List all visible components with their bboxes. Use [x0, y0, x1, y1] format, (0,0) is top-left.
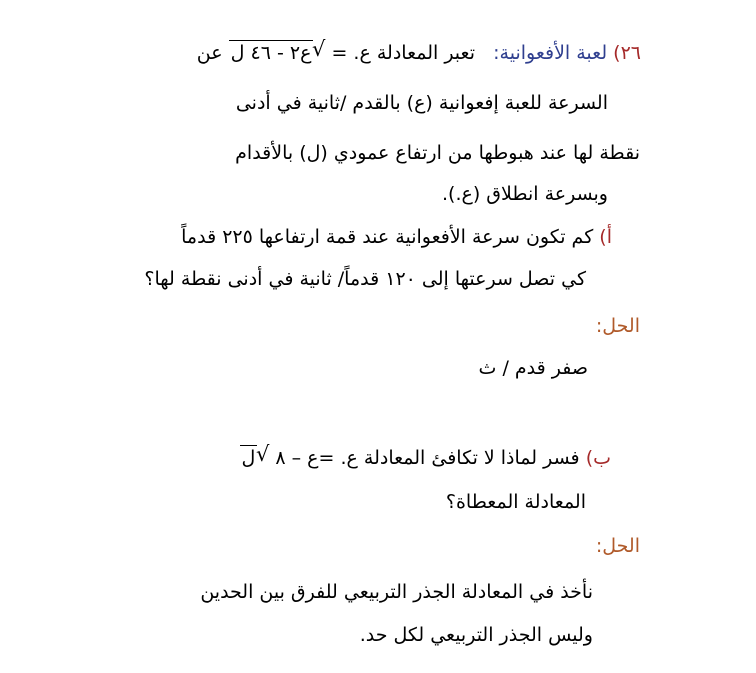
- problem-line-3: وبسرعة انطلاق (ع.).: [442, 183, 608, 205]
- problem-number: ٢٦): [613, 42, 641, 64]
- radical-sign-icon: √: [255, 442, 270, 466]
- part-b-answer-2: وليس الجذر التربيعي لكل حد.: [359, 624, 593, 646]
- part-b-question-1: فسر لماذا لا تكافئ المعادلة ع. =ع – ٨: [275, 447, 580, 469]
- problem-intro: تعبر المعادلة ع. =: [331, 42, 475, 64]
- part-b-line-2: المعادلة المعطاة؟: [445, 491, 586, 513]
- part-b-answer-1: نأخذ في المعادلة الجذر التربيعي للفرق بين الحدين: [200, 581, 593, 603]
- part-a-label: أ): [599, 226, 612, 248]
- part-b-line-1: [240, 442, 611, 470]
- sqrt-l: [240, 442, 270, 470]
- problem-line-2: نقطة لها عند هبوطها من ارتفاع عمودي (ل) بالأقدام: [235, 142, 640, 164]
- formula-inner: ع٢ - ٤٦ ل: [230, 42, 312, 64]
- part-b-label: ب): [585, 447, 611, 469]
- part-a-line-2: كي تصل سرعتها إلى ١٢٠ قدماً/ ثانية في أدنى نقطة لها؟: [144, 268, 586, 290]
- sqrt-formula: [229, 37, 326, 65]
- problem-line-1: السرعة للعبة إفعوانية (ع) بالقدم /ثانية في أدنى: [235, 92, 608, 114]
- part-a-question-1: كم تكون سرعة الأفعوانية عند قمة ارتفاعها ٢٢٥ قدماً: [181, 226, 594, 248]
- part-a-line-1: [181, 225, 612, 249]
- problem-title: لعبة الأفعوانية:: [493, 42, 608, 64]
- radical-sign-icon: √: [312, 37, 326, 61]
- part-b-solution-label: الحل:: [595, 535, 640, 557]
- problem-header: [196, 37, 641, 65]
- formula-tail: عن: [196, 42, 223, 64]
- part-a-answer: صفر قدم / ث: [478, 357, 588, 379]
- part-a-solution-label: الحل:: [595, 315, 640, 337]
- radicand: ل: [241, 447, 256, 469]
